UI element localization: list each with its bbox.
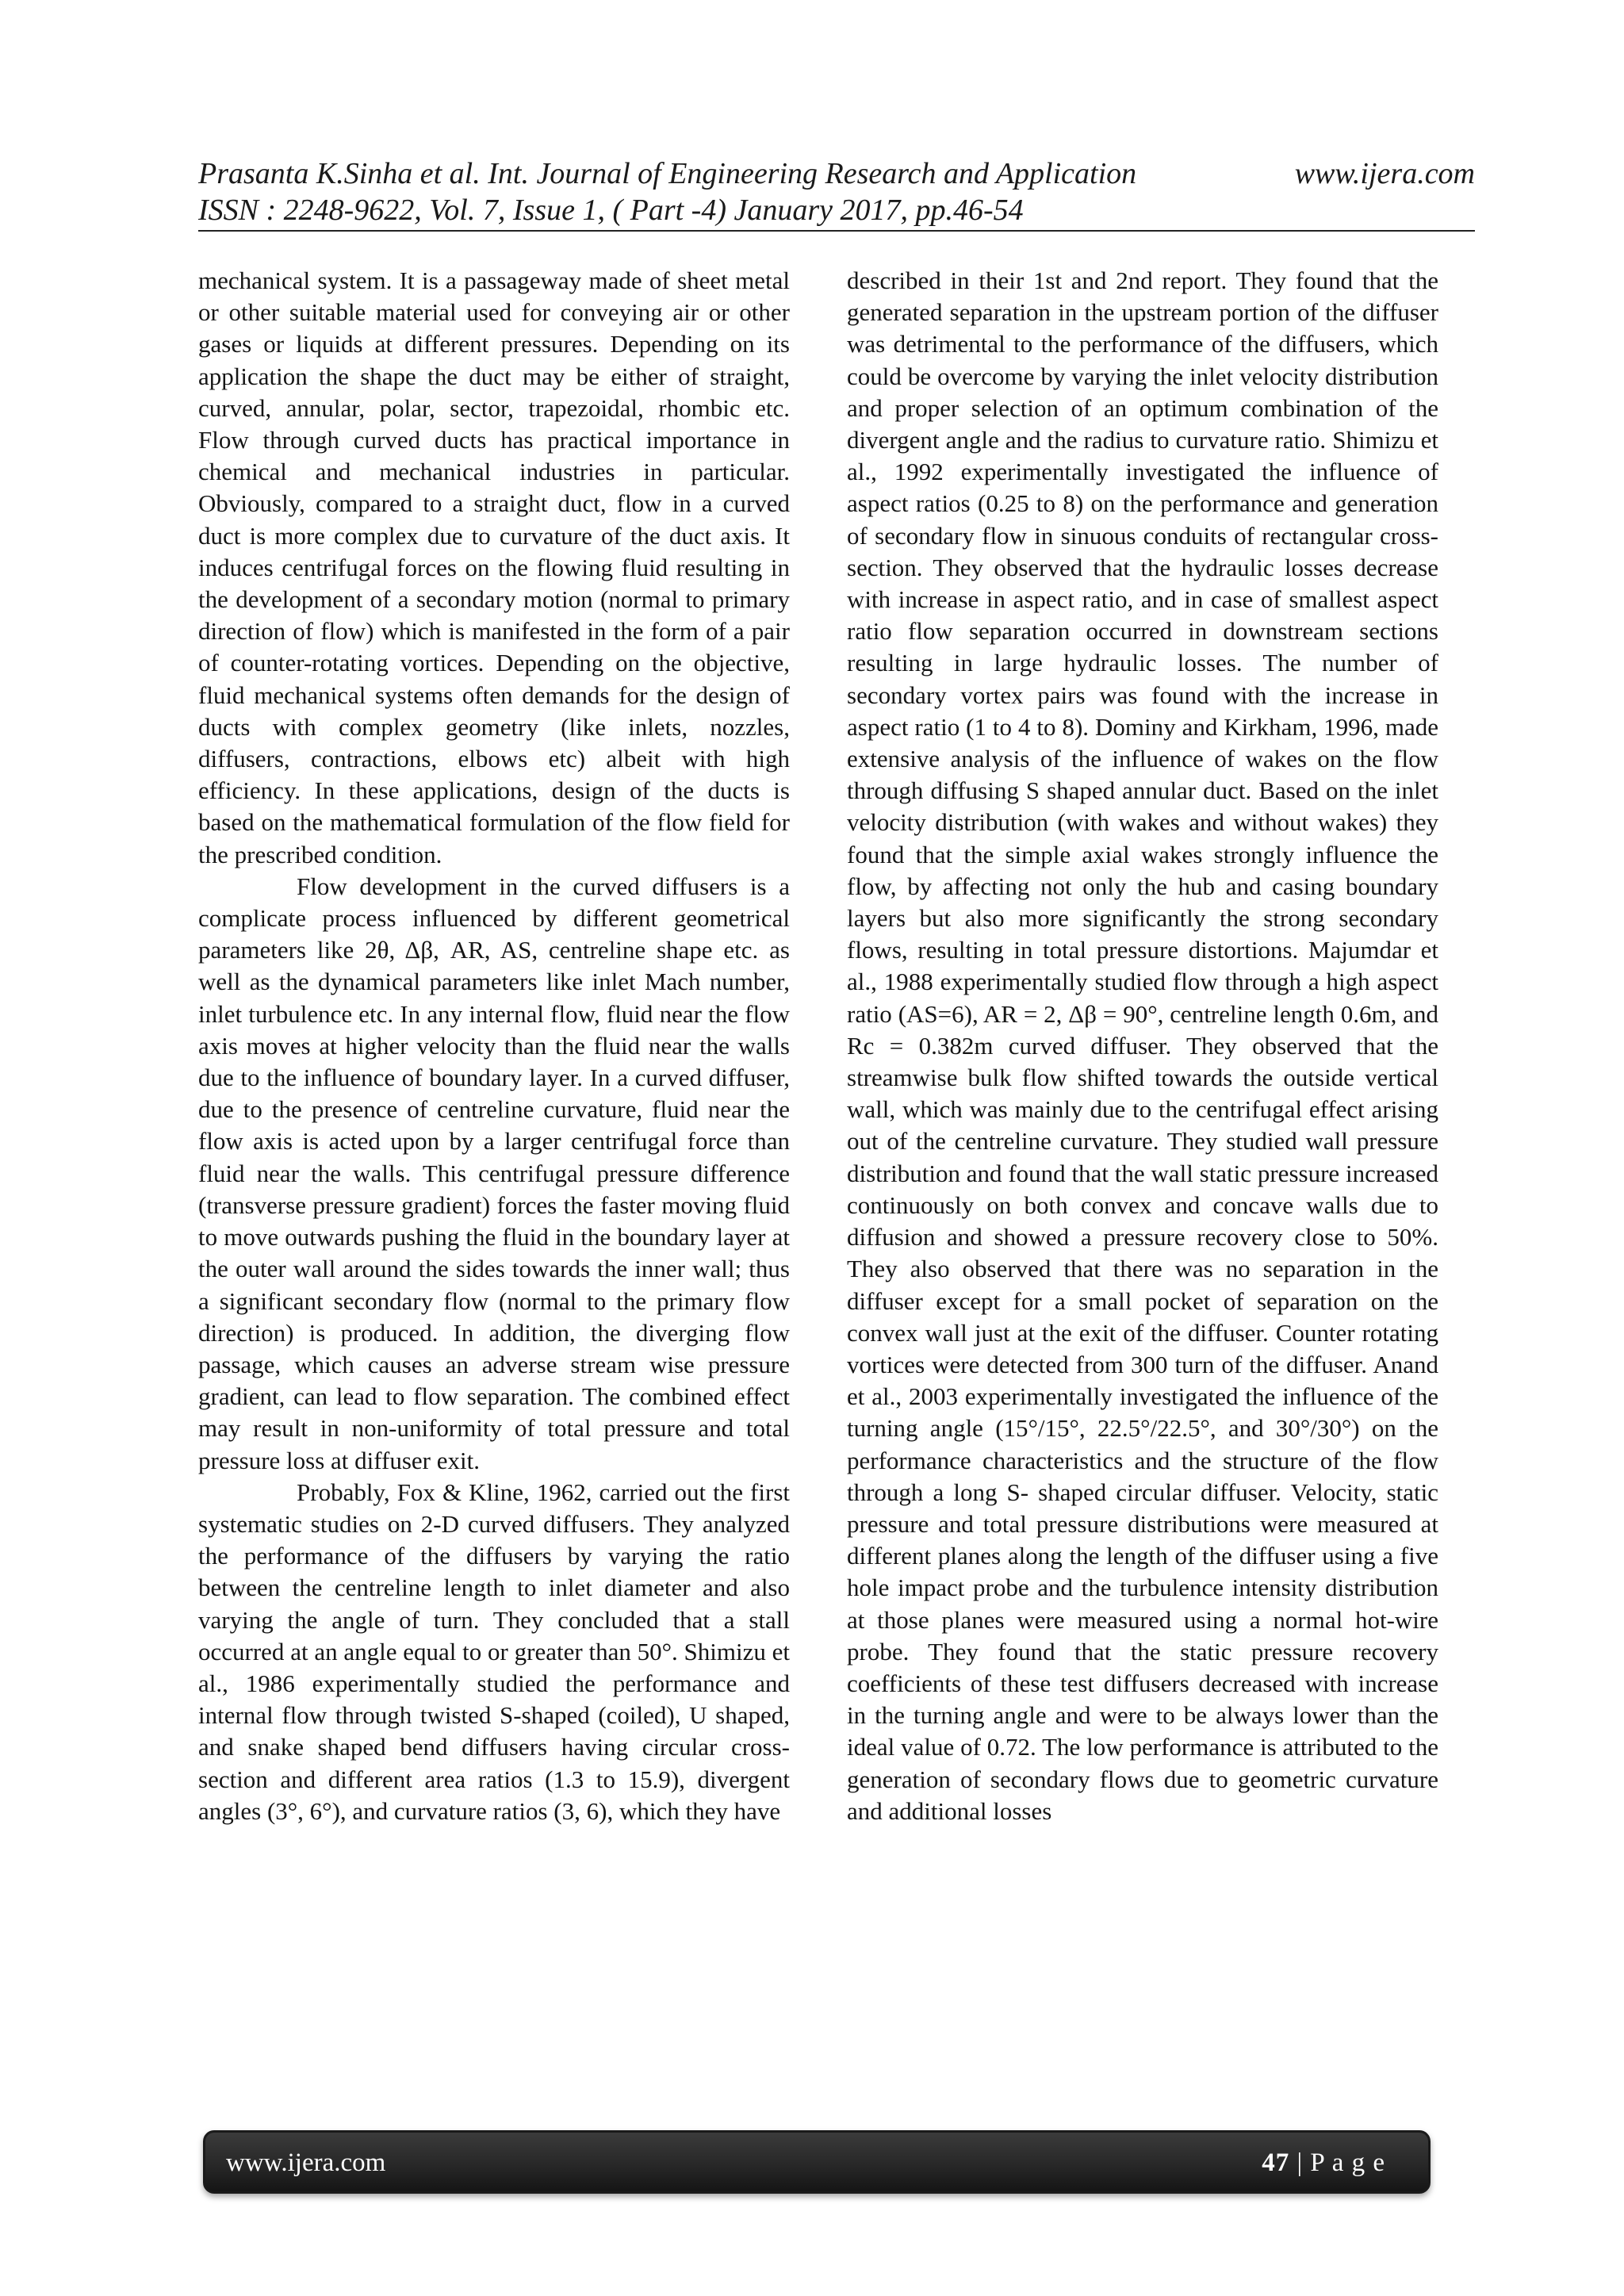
page-footer	[203, 2130, 1431, 2194]
header-website: www.ijera.com	[1294, 157, 1475, 190]
page-label: | P a g e	[1289, 2148, 1385, 2177]
left-column	[198, 265, 790, 2097]
paragraph: Probably, Fox & Kline, 1962, carried out the first systematic studies on 2-D curved diffusers. They analyzed the performance of the diffusers by varying the ratio between the centreline length to inlet diameter and also varying the angle of turn. They concluded that a stall occurred at an angle equal to or greater than 50°. Shimizu et al., 1986 experimentally studied the performance and internal flow through twisted S-shaped (coiled), U shaped, and snake shaped bend diffusers having circular cross-section and different area ratios (1.3 to 15.9), divergent angles (3°, 6°), and curvature ratios (3, 6), which they have	[198, 1478, 790, 1825]
journal-citation: Prasanta K.Sinha et al. Int. Journal of Engineering Research and Application	[198, 157, 1137, 190]
paragraph: Flow development in the curved diffusers is a complicate process influenced by different geometrical parameters like 2θ, Δβ, AR, AS, centreline shape etc. as well as the dynamical parameters like inlet Mach number, inlet turbulence etc. In any internal flow, fluid near the flow axis moves at higher velocity than the fluid near the walls due to the influence of boundary layer. In a curved diffuser, due to the presence of centreline curvature, fluid near the flow axis is acted upon by a larger centrifugal force than fluid near the walls. This centrifugal pressure difference (transverse pressure gradient) forces the faster moving fluid to move outwards pushing the fluid in the boundary layer at the outer wall around the sides towards the inner wall; thus a significant secondary flow (normal to the primary flow direction) is produced. In addition, the diverging flow passage, which causes an adverse stream wise pressure gradient, can lead to flow separation. The combined effect may result in non-uniformity of total pressure and total pressure loss at diffuser exit.	[198, 872, 790, 1474]
running-header	[198, 155, 1475, 228]
paragraph: mechanical system. It is a passageway made of sheet metal or other suitable material used for conveying air or other gases or liquids at different pressures. Depending on its application the shape the duct may be either of straight, curved, annular, polar, sector, trapezoidal, rhombic etc. Flow through curved ducts has practical importance in chemical and mechanical industries in particular. Obviously, compared to a straight duct, flow in a curved duct is more complex due to curvature of the duct axis. It induces centrifugal forces on the flowing fluid resulting in the development of a secondary motion (normal to primary direction of flow) which is manifested in the form of a pair of counter-rotating vortices. Depending on the objective, fluid mechanical systems often demands for the design of ducts with complex geometry (like inlets, nozzles, diffusers, contractions, elbows etc) albeit with high efficiency. In these applications, design of the ducts is based on the mathematical formulation of the flow field for the prescribed condition.	[198, 266, 790, 868]
footer-website[interactable]: www.ijera.com	[226, 2148, 386, 2177]
right-column	[847, 265, 1438, 2097]
issn-line: ISSN : 2248-9622, Vol. 7, Issue 1, ( Part -4) January 2017, pp.46-54	[198, 194, 1024, 227]
paragraph: described in their 1st and 2nd report. They found that the generated separation in the upstream portion of the diffuser was detrimental to the performance of the diffusers, which could be overcome by varying the inlet velocity distribution and proper selection of an optimum combination of the divergent angle and the radius to curvature ratio. Shimizu et al., 1992 experimentally investigated the influence of aspect ratios (0.25 to 8) on the performance and generation of secondary flow in sinuous conduits of rectangular cross-section. They observed that the hydraulic losses decrease with increase in aspect ratio, and in case of smallest aspect ratio flow separation occurred in downstream sections resulting in large hydraulic losses. The number of secondary vortex pairs was found with the increase in aspect ratio (1 to 4 to 8). Dominy and Kirkham, 1996, made extensive analysis of the influence of wakes on the flow through diffusing S shaped annular duct. Based on the inlet velocity distribution (with wakes and without wakes) they found that the simple axial wakes strongly influence the flow, by affecting not only the hub and casing boundary layers but also more significantly the strong secondary flows, resulting in total pressure distortions. Majumdar et al., 1988 experimentally studied flow through a high aspect ratio (AS=6), AR = 2, Δβ = 90°, centreline length 0.6m, and Rc = 0.382m curved diffuser. They observed that the streamwise bulk flow shifted towards the outside vertical wall, which was mainly due to the centrifugal effect arising out of the centreline curvature. They studied wall pressure distribution and found that the wall static pressure increased continuously on both convex and concave walls due to diffusion and showed a pressure recovery close to 50%. They also observed that there was no separation in the diffuser except for a small pocket of separation on the convex wall just at the exit of the diffuser. Counter rotating vortices were detected from 300 turn of the diffuser. Anand et al., 2003 experimentally investigated the influence of the turning angle (15°/15°, 22.5°/22.5°, and 30°/30°) on the performance characteristics and the structure of the flow through a long S- shaped circular diffuser. Velocity, static pressure and total pressure distributions were measured at different planes along the length of the diffuser using a five hole impact probe and the turbulence intensity distribution at those planes were measured using a normal hot-wire probe. They found that the static pressure recovery coefficients of these test diffusers decreased with increase in the turning angle and were to be always lower than the ideal value of 0.72. The low performance is attributed to the generation of secondary flows due to geometric curvature and additional losses	[847, 266, 1438, 1825]
header-row-1	[198, 155, 1475, 192]
page-number	[1262, 2147, 1385, 2179]
page-number-value: 47	[1262, 2148, 1290, 2177]
header-rule	[198, 230, 1475, 232]
